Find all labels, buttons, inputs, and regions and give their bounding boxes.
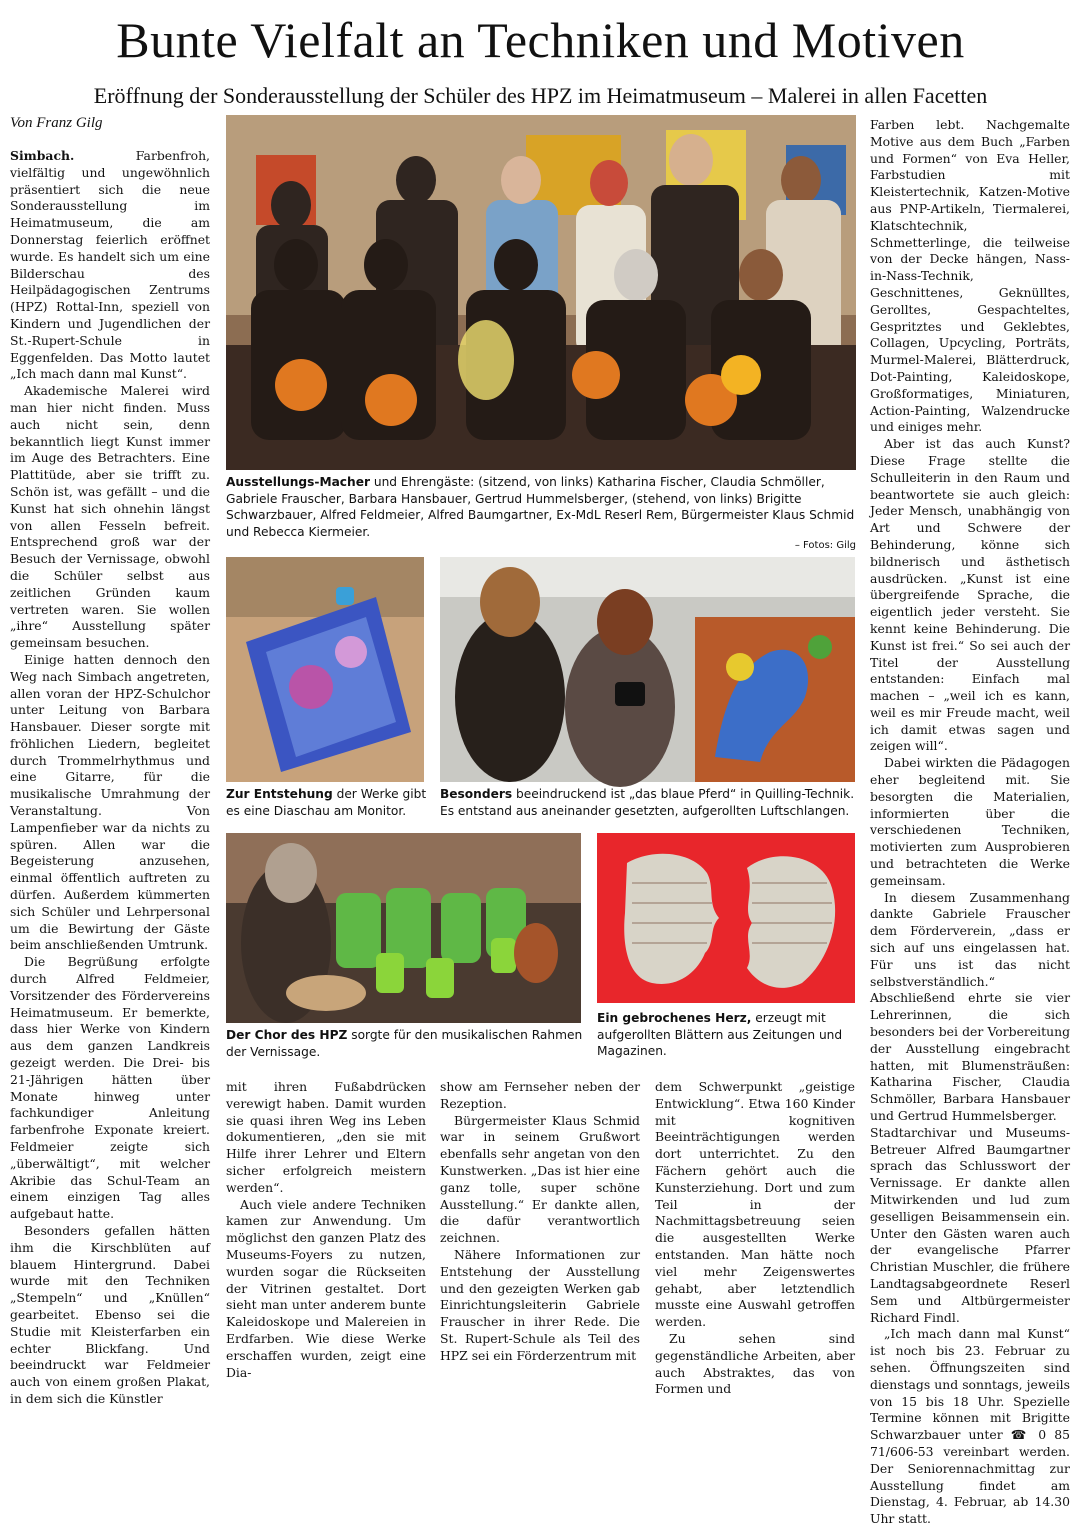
caption-bold: Der Chor des HPZ — [226, 1028, 348, 1042]
column-4 — [655, 1079, 855, 1397]
paragraph — [10, 148, 210, 383]
paragraph: Stadtarchivar und Museums-Betreuer Alfred Baumgartner sprach das Schlusswort der Vernissage. Er dankte allen Mitwirkenden und lud zum geselligen Beisammensein ein. Unter den Gästen waren auch der evangelische Pfarrer Christian Muschler, die frühere Landtagsabgeordnete Reserl Sem und Altbürgermeister Richard Findl. — [870, 1124, 1070, 1325]
paragraph: Nähere Informationen zur Entstehung der Ausstellung und den gezeigten Werken gab Einrichtungsleiterin Gabriele Frauscher in ihrer Rede. Die St. Rupert-Schule als Teil des HPZ sei ein Förderzentrum mit — [440, 1246, 640, 1363]
paragraph: Auch viele andere Techniken kamen zur Anwendung. Um möglichst den ganzen Platz des Museums-Foyers zu nutzen, wurden sogar die Rückseiten der Vitrinen gestaltet. Dort sieht man unter anderem bunte Kaleidoskope und Malereien in Erdfarben. Wie diese Werke erschaffen wurden, zeigt eine Dia- — [226, 1196, 426, 1380]
paragraph: Akademische Malerei wird man hier nicht finden. Muss auch nicht sein, denn bekanntlich liegt Kunst immer im Auge des Betrachters. Eine Plattitüde, aber sie trifft zu. Schön ist, was gefällt – und die Kunst hat sich ohnehin längst von allen Fesseln befreit. Entsprechend groß war der Besuch der Vernissage, obwohl die Schüler selbst aus zeitlichen Gründen kaum vertreten waren. Sie wollen „ihre“ Ausstellung später gemeinsam besuchen. — [10, 383, 210, 651]
paragraph: mit ihren Fußabdrücken verewigt haben. Damit wurden sie quasi ihren Weg ins Leben dokumentieren, „den sie mit Hilfe ihrer Lehrer und Eltern sicher erfolgreich meistern werden“. — [226, 1079, 426, 1195]
blue-horse-photo — [440, 557, 855, 782]
caption-text: beeindruckend ist „das blaue Pferd“ in Quilling-Technik. Es entstand aus aneinander gesetzten, aufgerollten Luftschlangen. — [440, 787, 855, 818]
caption-bold: Zur Entstehung — [226, 787, 333, 801]
caption-text: und Ehrengäste: (sitzend, von links) Katharina Fischer, Claudia Schmöller, Gabriele Frauscher, Barbara Hansbauer, Gertrud Hummelsberger, (stehend, von links) Brigitte Schwarzbauer, Alfred Feldmeier, Alfred Baumgartner, Ex-MdL Reserl Rem, Bürgermeister Klaus Schmid und Rebecca Kiermeier. — [226, 475, 855, 539]
broken-heart-photo — [597, 833, 855, 1003]
subheadline: Eröffnung der Sonderausstellung der Schüler des HPZ im Heimatmuseum – Malerei in allen Facetten — [93, 83, 988, 108]
paragraph: show am Fernseher neben der Rezeption. — [440, 1079, 640, 1111]
paragraph: Zu sehen sind gegenständliche Arbeiten, aber auch Abstraktes, das von Formen und — [655, 1330, 855, 1397]
caption-bold: Ein gebrochenes Herz, — [597, 1011, 752, 1025]
paragraph: Besonders gefallen hätten ihm die Kirschblüten auf blauem Hintergrund. Dabei wurde mit den Techniken „Stempeln“ und „Knüllen“ gearbeitet. Ebenso sei die Studie mit Kleisterfarben ein echter Blickfang. Und beeindruckt war Feldmeier auch von einem großen Plakat, in dem sich die Künstler — [10, 1223, 210, 1406]
column-3 — [440, 1079, 640, 1363]
paragraph: Aber ist das auch Kunst? Diese Frage stellte die Schulleiterin in den Raum und beantwortete sie auch gleich: Jeder Mensch, unabhängig von Art und Schwere der Behinderung, könne sich bildnerisch und ästhetisch ausdrücken. „Kunst ist eine übergreifende Sprache, die eigentlich jeder versteht. Sie kennt keine Behinderung. Die Kunst ist frei.“ So sei auch der Titel der Ausstellung entstanden: Einfach mal machen – „weil ich es kann, weil es mir Freude macht, weil ich damit etwas sagen und zeigen will“. — [870, 436, 1070, 754]
paragraph-text: Farbenfroh, vielfältig und ungewöhnlich präsentiert sich die neue Sonderausstellung im Heimatmuseum, die am Donnerstag feierlich eröffnet wurde. Es handelt sich um eine Bilderschau des Heilpädagogischen Zentrums (HPZ) Rottal-Inn, speziell von Kindern und Jugendlichen der St.-Rupert-Schule in Eggenfelden. Das Motto lautet „Ich mach dann mal Kunst“. — [10, 148, 210, 382]
caption-bold: Besonders — [440, 787, 513, 801]
paragraph: Die Begrüßung erfolgte durch Alfred Feldmeier, Vorsitzender des Fördervereins Heimatmuseum. Er bemerkte, dass hier Werke von Kindern aus dem ganzen Landkreis gezeigt werden. Die Drei- bis 21-Jährigen hätten über Monate hinweg unter fachkundiger Anleitung farbenfrohe Exponate kreiert. Feldmeier zeigte sich „überwältigt“, mit welcher Akribie das Schul-Team an einem einzigen Tag alles aufgebaut hatte. — [10, 954, 210, 1222]
main-photo-caption — [226, 474, 856, 551]
paragraph: „Ich mach dann mal Kunst“ ist noch bis 23. Februar zu sehen. Öffnungszeiten sind dienstags und sonntags, jeweils von 15 bis 18 Uhr. Spezielle Termine können mit Brigitte Schwarzbauer unter ☎ 0 85 71/606-53 vereinbart werden. Der Seniorennachmittag zur Ausstellung findet am Dienstag, 4. Februar, ab 14.30 Uhr statt. — [870, 1326, 1070, 1527]
dateline: Simbach. — [10, 148, 75, 163]
column-1 — [10, 148, 210, 1406]
choir-caption — [226, 1027, 586, 1063]
caption-text: erzeugt mit aufgerollten Blättern aus Zeitungen und Magazinen. — [597, 1011, 843, 1058]
headline: Bunte Vielfalt an Techniken und Motiven — [116, 12, 965, 68]
caption-bold: Ausstellungs-Macher — [226, 475, 370, 489]
column-2 — [226, 1079, 426, 1380]
blue-horse-caption — [440, 786, 860, 822]
paragraph: Bürgermeister Klaus Schmid war in seinem Grußwort ebenfalls sehr angetan von den Kunstwerken. „Das ist hier eine ganz tolle, super schöne Ausstellung.“ Er dankte allen, die dafür verantwortlich zeichnen. — [440, 1112, 640, 1246]
caption-text: der Werke gibt es eine Diaschau am Monitor. — [226, 787, 427, 818]
slideshow-caption — [226, 786, 428, 822]
choir-photo — [226, 833, 581, 1023]
main-group-photo — [226, 115, 856, 470]
photo-credit: – Fotos: Gilg — [794, 540, 856, 551]
column-5 — [870, 117, 1070, 1527]
paragraph: dem Schwerpunkt „geistige Entwicklung“. Etwa 160 Kinder mit kognitiven Beeinträchtigungen werden dort unterrichtet. Zu den Fächern gehört auch die Kunsterziehung. Dort und zum Teil in der Nachmittagsbetreuung seien die ausgestellten Werke entstanden. Man hätte noch viel mehr Zeigenswertes gehabt, aber letztendlich musste eine Auswahl getroffen werden. — [655, 1079, 855, 1330]
caption-text: sorgte für den musikalischen Rahmen der Vernissage. — [226, 1028, 583, 1059]
broken-heart-caption — [597, 1010, 857, 1062]
slideshow-photo — [226, 557, 424, 782]
paragraph: Farben lebt. Nachgemalte Motive aus dem Buch „Farben und Formen“ von Eva Heller, Farbstudien mit Kleistertechnik, Katzen-Motive aus PNP-Artikeln, Tiermalerei, Klatschtechnik, Schmetterlinge, die teilweise von der Decke hängen, Nass-in-Nass-Technik, Geschnittenes, Geknülltes, Gerolltes, Gespachteltes, Gespritztes und Geklebtes, Collagen, Upcycling, Porträts, Murmel-Malerei, Blätterdruck, Dot-Painting, Kaleidoskope, Großformatiges, Miniaturen, Action-Painting, Walzendrucke und einiges mehr. — [870, 117, 1070, 435]
paragraph: Einige hatten dennoch den Weg nach Simbach angetreten, allen voran der HPZ-Schulchor unter Leitung von Barbara Hansbauer. Dieser sorgte mit fröhlichen Liedern, begleitet durch Trommelrhythmus und eine Gitarre, für die musikalische Umrahmung der Veranstaltung. Von Lampenfieber war da nichts zu spüren. Allen war die Begeisterung anzusehen, einmal öffentlich auftreten zu dürfen. Außerdem kümmerten sich Schüler und Lehrpersonal um die Bewirtung der Gäste beim anschließenden Umtrunk. — [10, 651, 210, 953]
paragraph: Dabei wirkten die Pädagogen eher begleitend mit. Sie besorgten die Materialien, informierten über die verschiedenen Techniken, motivierten zum Ausprobieren und betrachteten die Werke gemeinsam. — [870, 755, 1070, 888]
byline: Von Franz Gilg — [10, 115, 103, 131]
paragraph: In diesem Zusammenhang dankte Gabriele Frauscher dem Förderverein, „dass er sich auf uns eingelassen hat. Für uns ist das nicht selbstverständlich.“ Abschließend ehrte sie vier Lehrerinnen, die sich besonders bei der Vorbereitung der Ausstellung eingebracht hatten, mit Blumensträußen: Katharina Fischer, Claudia Schmöller, Barbara Hansbauer und Gertrud Hummelsberger. — [870, 889, 1070, 1124]
